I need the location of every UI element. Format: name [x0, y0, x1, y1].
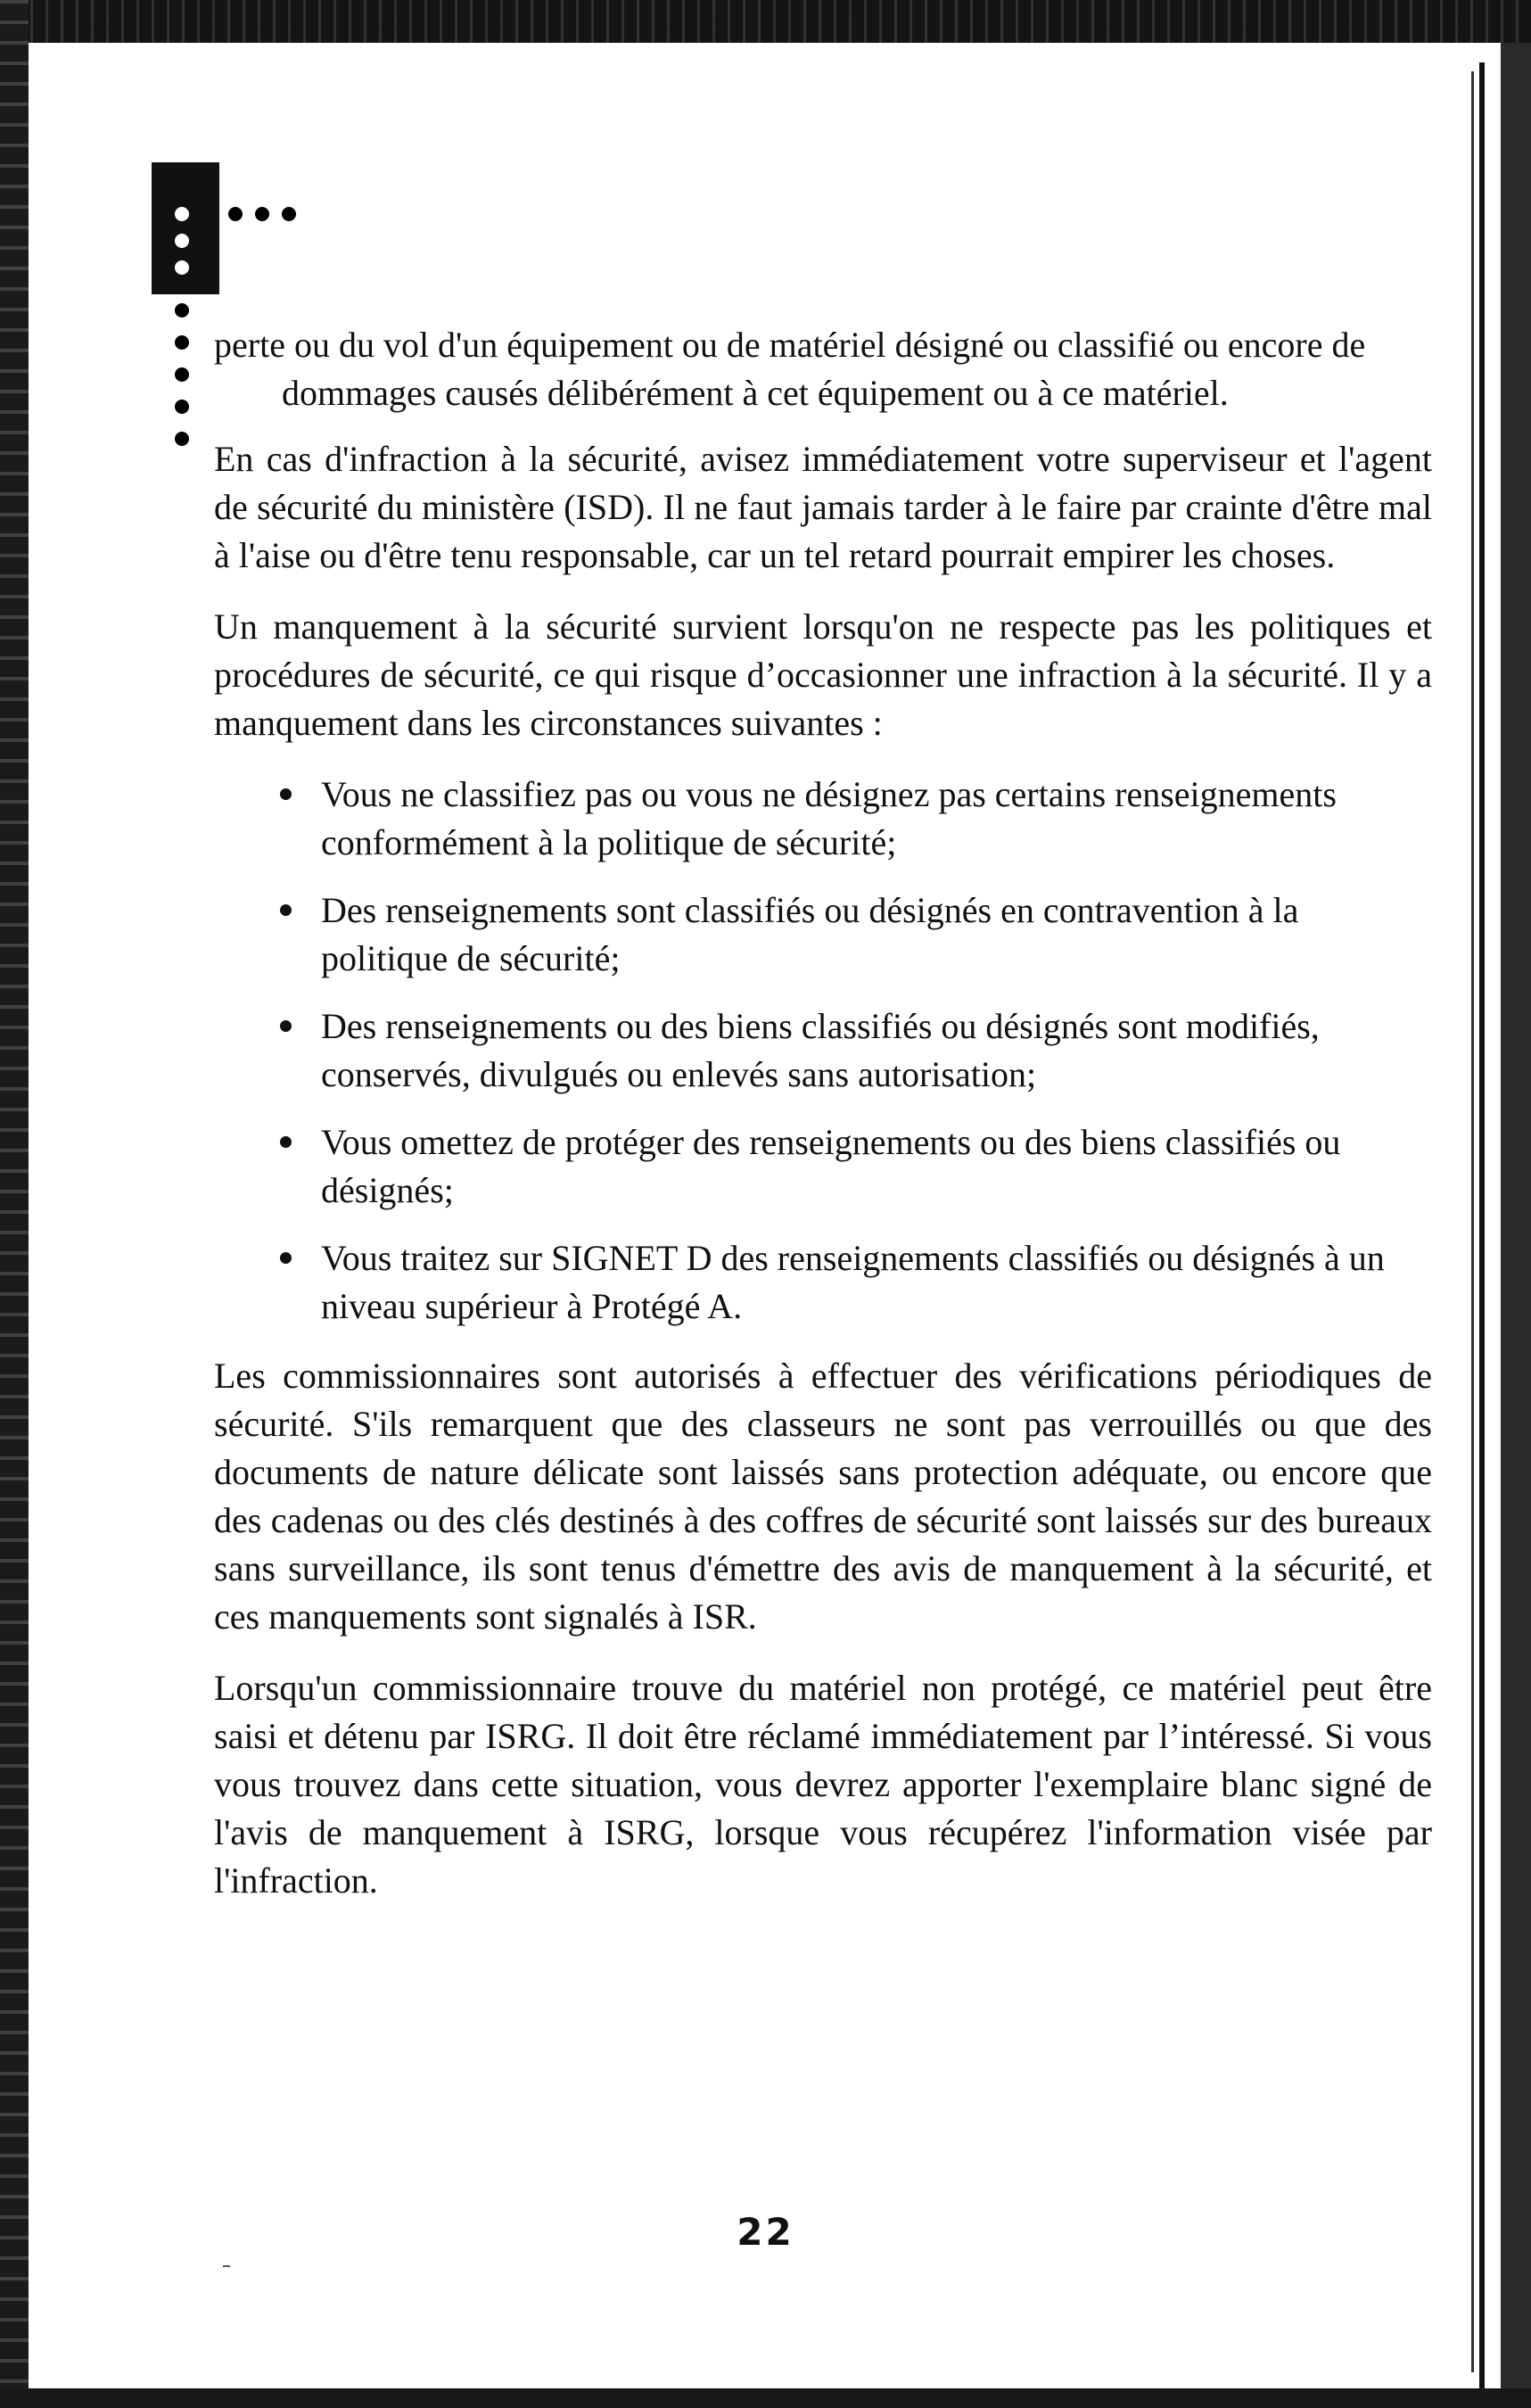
- decorative-dot: [228, 207, 243, 221]
- decorative-dot: [175, 367, 189, 382]
- decorative-dot: [282, 207, 296, 221]
- scan-mark: [223, 2265, 230, 2267]
- intro-line-2: dommages causés délibérément à cet équipement ou à ce matériel.: [282, 373, 1229, 413]
- decorative-dot: [175, 303, 189, 317]
- list-item-text: Vous traitez sur SIGNET D des renseignements classifiés ou désignés à un niveau supérieur à Protégé A.: [321, 1238, 1385, 1326]
- list-item-text: Vous omettez de protéger des renseignements ou des biens classifiés ou désignés;: [321, 1122, 1341, 1210]
- decorative-dot: [175, 335, 189, 350]
- bullet-icon: [280, 904, 292, 916]
- paragraph-intro: [214, 321, 1432, 417]
- paragraph-infraction: En cas d'infraction à la sécurité, avisez immédiatement votre superviseur et l'agent de sécurité du ministère (ISD). Il ne faut jamais tarder à le faire par crainte d'être mal à l'aise ou d'être tenu responsable, car un tel retard pourrait empirer les choses.: [214, 439, 1432, 575]
- decorative-dot: [175, 260, 189, 275]
- decorative-dot: [175, 400, 189, 414]
- paragraph-materiel: Lorsqu'un commissionnaire trouve du matériel non protégé, ce matériel peut être saisi et détenu par ISRG. Il doit être réclamé immédiatement par l’intéressé. Si vous vous trouvez dans cette situation, vous devrez apporter l'exemplaire blanc signé de l'avis de manquement à ISRG, lorsque vous récupérez l'information visée par l'infraction.: [214, 1668, 1432, 1901]
- scan-border-right: [1501, 43, 1531, 2408]
- decorative-dot: [255, 207, 269, 221]
- list-item: [280, 1234, 1432, 1331]
- scan-border-top-texture: [0, 0, 1531, 43]
- decorative-dot: [175, 432, 189, 446]
- bullet-icon: [280, 788, 292, 800]
- decorative-dot: [175, 234, 189, 248]
- paragraph-manquement: Un manquement à la sécurité survient lorsqu'on ne respecte pas les politiques et procédures de sécurité, ce qui risque d’occasionner une infraction à la sécurité. Il y a manquement dans les circonstances suivantes :: [214, 606, 1432, 743]
- scan-border-left-texture: [0, 0, 29, 2408]
- page-content: [214, 321, 1432, 1928]
- decorative-dot-block: [152, 162, 219, 294]
- list-item-text: Des renseignements sont classifiés ou désignés en contravention à la politique de sécurité;: [321, 890, 1299, 978]
- page-number: 22: [737, 2210, 794, 2254]
- list-item: [280, 887, 1432, 983]
- bullet-list: [214, 771, 1432, 1331]
- intro-line-1: perte ou du vol d'un équipement ou de matériel désigné ou classifié ou encore de: [214, 325, 1366, 365]
- list-item: [280, 771, 1432, 867]
- scan-border-right-line: [1471, 71, 1474, 2372]
- paragraph-commissionnaires: Les commissionnaires sont autorisés à effectuer des vérifications périodiques de sécurité. S'ils remarquent que des classeurs ne sont pas verrouillés ou que des documents de nature délicate sont laissés sans protection adéquate, ou encore que des cadenas ou des clés destinés à des coffres de sécurité sont laissés sur des bureaux sans surveillance, ils sont tenus d'émettre des avis de manquement à la sécurité, et ces manquements sont signalés à ISR.: [214, 1356, 1432, 1637]
- decorative-dot: [175, 207, 189, 221]
- scan-border-right-rule: [1479, 62, 1485, 2390]
- scan-border-bottom: [0, 2388, 1531, 2408]
- list-item: [280, 1118, 1432, 1215]
- bullet-icon: [280, 1020, 292, 1032]
- list-item-text: Des renseignements ou des biens classifiés ou désignés sont modifiés, conservés, divulgués ou enlevés sans autorisation;: [321, 1006, 1320, 1094]
- list-item: [280, 1002, 1432, 1099]
- bullet-icon: [280, 1136, 292, 1148]
- bullet-icon: [280, 1252, 292, 1264]
- list-item-text: Vous ne classifiez pas ou vous ne désignez pas certains renseignements conformément à la politique de sécurité;: [321, 774, 1337, 862]
